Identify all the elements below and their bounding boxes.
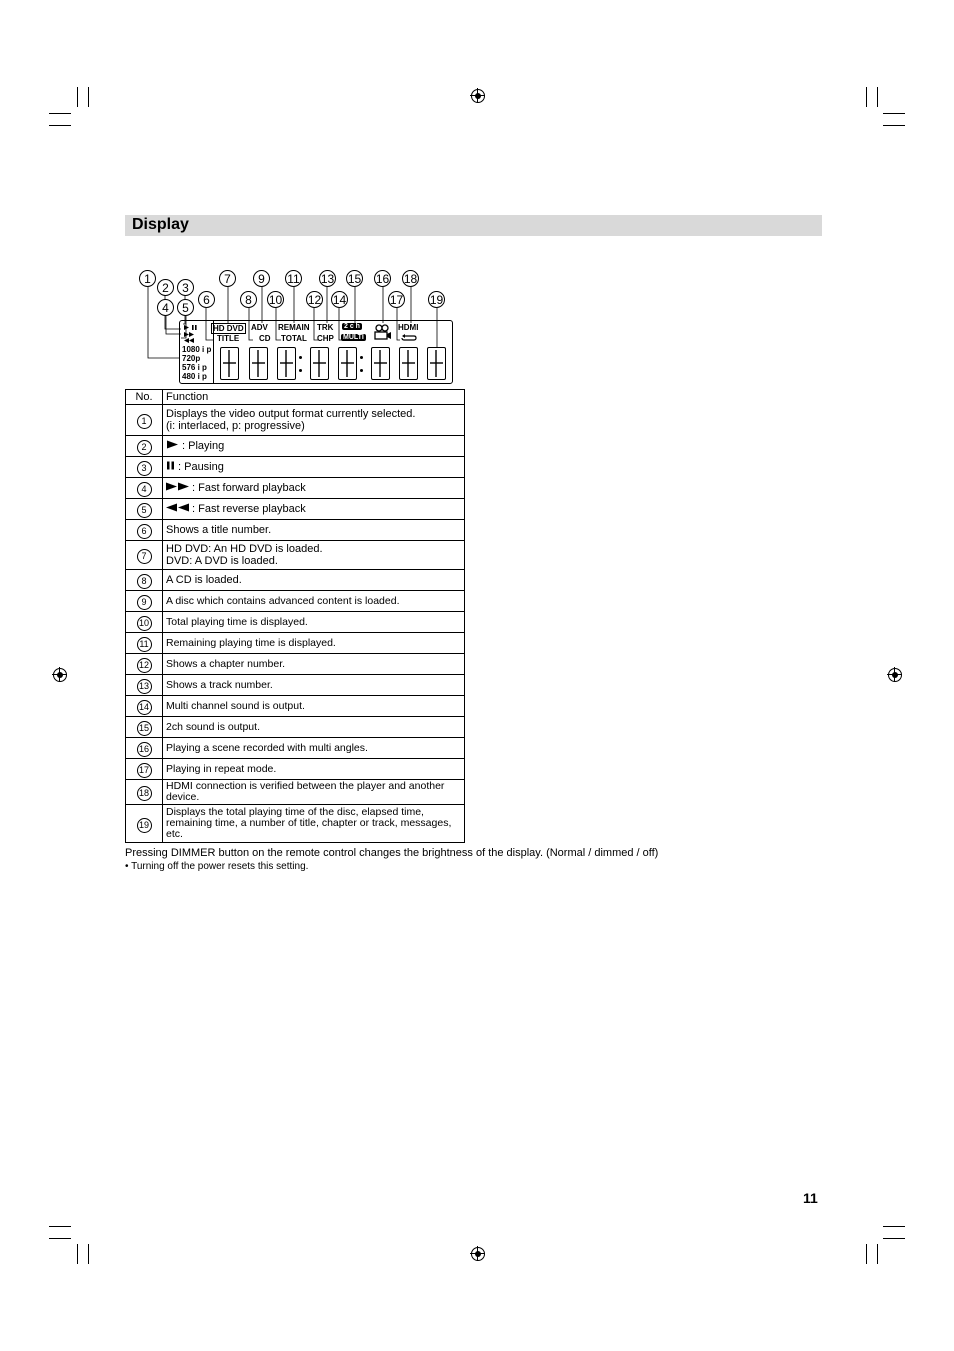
function-text: Multi channel sound is output.: [166, 699, 305, 712]
row-function-cell: [163, 457, 465, 478]
trk-indicator: TRK: [317, 323, 334, 332]
row-number-cell: [126, 805, 163, 843]
crop-mark: [49, 113, 71, 114]
function-text: Playing a scene recorded with multi angles.: [166, 741, 368, 754]
row-number-cell: [126, 457, 163, 478]
row-number-cell: [126, 499, 163, 520]
chp-indicator: CHP: [317, 334, 334, 343]
table-row: [126, 654, 465, 675]
crop-mark: [883, 125, 905, 126]
row-function-cell: [163, 738, 465, 759]
callout-number: 5: [177, 299, 194, 316]
callout-number: 15: [347, 272, 362, 286]
row-number-cell: [126, 570, 163, 591]
row-function-cell: [163, 675, 465, 696]
function-text: Displays the video output format currently selected.: [166, 408, 416, 420]
table-row: [126, 570, 465, 591]
row-number: 12: [137, 658, 152, 673]
function-text: Remaining playing time is displayed.: [166, 636, 336, 649]
callout-number: 3: [177, 279, 194, 296]
repeat-icon: [401, 334, 417, 342]
row-number-cell: [126, 738, 163, 759]
segment-digit: [277, 347, 296, 380]
function-text: Shows a chapter number.: [166, 657, 286, 670]
table-header-row: [126, 390, 465, 405]
resolution-720-label: 720p: [182, 354, 201, 363]
row-number-cell: [126, 675, 163, 696]
crop-mark: [877, 1244, 878, 1264]
table-row: [126, 541, 465, 570]
2ch-indicator: 2 c h: [344, 323, 360, 330]
header-no: No.: [126, 390, 163, 405]
crop-mark: [866, 1244, 867, 1264]
row-function-cell: [163, 717, 465, 738]
crop-mark: [883, 1226, 905, 1227]
table-row: [126, 520, 465, 541]
colon-separator: [299, 369, 302, 372]
registration-mark-icon: [471, 1247, 485, 1261]
resolution-480-label: 480 i p: [182, 372, 207, 381]
crop-mark: [77, 1244, 78, 1264]
callout-number: 14: [332, 293, 347, 307]
row-number: 5: [137, 503, 152, 518]
table-row: [126, 759, 465, 780]
table-row: [126, 717, 465, 738]
table-row: [126, 805, 465, 843]
table-row: [126, 738, 465, 759]
colon-separator: [360, 369, 363, 372]
function-text: HDMI connection is verified between the player and another device.: [166, 780, 445, 803]
callout-number: 9: [253, 270, 270, 287]
function-text: : Playing: [182, 440, 225, 452]
callout-number: 6: [198, 291, 215, 308]
play-icon: [166, 440, 180, 452]
function-text: : Fast forward playback: [192, 482, 306, 494]
row-function-cell: [163, 633, 465, 654]
row-number: 6: [137, 524, 152, 539]
table-row: [126, 478, 465, 499]
row-function-cell: [163, 499, 465, 520]
fast-reverse-icon: [166, 503, 190, 515]
row-number-cell: [126, 696, 163, 717]
crop-mark: [883, 113, 905, 114]
crop-mark: [49, 1226, 71, 1227]
row-number-cell: [126, 654, 163, 675]
row-number: 14: [137, 700, 152, 715]
row-number-cell: [126, 759, 163, 780]
row-number-cell: [126, 717, 163, 738]
row-function-cell: [163, 696, 465, 717]
callout-number: 8: [240, 291, 257, 308]
function-text: A disc which contains advanced content is loaded.: [166, 594, 400, 607]
segment-digit: [249, 347, 268, 380]
table-row: [126, 675, 465, 696]
hd-dvd-indicator: HD DVD: [213, 324, 244, 333]
registration-mark-icon: [471, 89, 485, 103]
callout-number: 13: [320, 272, 335, 286]
row-number: 4: [137, 482, 152, 497]
row-number: 13: [137, 679, 152, 694]
crop-mark: [877, 87, 878, 107]
segment-digit: [310, 347, 329, 380]
pause-icon: [166, 461, 176, 473]
total-indicator: TOTAL: [281, 334, 307, 343]
table-row: [126, 780, 465, 805]
colon-separator: [299, 356, 302, 359]
table-row: [126, 696, 465, 717]
row-number: 9: [137, 595, 152, 610]
registration-mark-icon: [53, 668, 67, 682]
crop-mark: [88, 1244, 89, 1264]
callout-number: 17: [389, 293, 404, 307]
row-function-cell: [163, 654, 465, 675]
callout-number: 7: [219, 270, 236, 287]
table-row: [126, 457, 465, 478]
crop-mark: [77, 87, 78, 107]
row-number: 11: [137, 637, 152, 652]
row-number: 8: [137, 574, 152, 589]
callout-number: 10: [268, 293, 283, 307]
hdmi-indicator: HDMI: [398, 323, 419, 332]
row-number: 7: [137, 549, 152, 564]
callout-number: 11: [285, 270, 302, 287]
row-number: 16: [137, 742, 152, 757]
resolution-1080-label: 1080 i p: [182, 345, 212, 354]
segment-digit: [371, 347, 390, 380]
row-function-cell: [163, 570, 465, 591]
function-text: Total playing time is displayed.: [166, 615, 308, 628]
row-number: 3: [137, 461, 152, 476]
fast-forward-icon: [166, 482, 190, 494]
table-row: [126, 436, 465, 457]
row-function-cell: [163, 478, 465, 499]
function-text: : Fast reverse playback: [192, 503, 306, 515]
section-title: Display: [132, 216, 189, 233]
row-number-cell: [126, 591, 163, 612]
front-display-diagram: [125, 262, 470, 388]
row-function-cell: [163, 759, 465, 780]
function-text: : Pausing: [178, 461, 224, 473]
table-row: [126, 499, 465, 520]
row-function-cell: [163, 436, 465, 457]
section-header: [125, 215, 822, 236]
row-function-cell: [163, 612, 465, 633]
callout-number: 12: [307, 293, 322, 307]
title-indicator: TITLE: [217, 334, 240, 343]
row-number: 10: [137, 616, 152, 631]
row-number-cell: [126, 405, 163, 436]
function-text: HD DVD: An HD DVD is loaded.: [166, 543, 323, 555]
function-text: Displays the total playing time of the disc, elapsed time, remaining time, a number of title, chapter or track, messages, etc.: [166, 806, 452, 840]
callout-number: 1: [139, 270, 156, 287]
callout-number: 2: [157, 279, 174, 296]
crop-mark: [49, 1238, 71, 1239]
segment-digit: [399, 347, 418, 380]
header-function: Function: [163, 390, 465, 405]
crop-mark: [88, 87, 89, 107]
crop-mark: [883, 1238, 905, 1239]
segment-digit: [338, 347, 357, 380]
remain-indicator: REMAIN: [278, 323, 310, 332]
row-function-cell: [163, 591, 465, 612]
row-number: 2: [137, 440, 152, 455]
multi-indicator: MULTI: [343, 334, 364, 341]
crop-mark: [866, 87, 867, 107]
row-number: 18: [137, 786, 152, 801]
function-text: Playing in repeat mode.: [166, 762, 277, 775]
resolution-indicators: [182, 345, 211, 381]
row-function-cell: [163, 541, 465, 570]
row-number: 1: [137, 414, 152, 429]
crop-mark: [49, 125, 71, 126]
row-function-cell: [163, 780, 465, 805]
function-text: DVD: A DVD is loaded.: [166, 555, 278, 567]
segment-digit: [427, 347, 446, 380]
row-number-cell: [126, 612, 163, 633]
row-function-cell: [163, 805, 465, 843]
callout-number: 18: [403, 272, 418, 286]
table-row: [126, 612, 465, 633]
row-number: 19: [137, 818, 152, 833]
resolution-576-label: 576 i p: [182, 363, 207, 372]
row-number: 17: [137, 763, 152, 778]
row-number-cell: [126, 780, 163, 805]
row-number-cell: [126, 436, 163, 457]
registration-mark-icon: [888, 668, 902, 682]
table-row: [126, 405, 465, 436]
transport-icons: [182, 323, 202, 343]
function-table: [125, 389, 465, 843]
page-number: 11: [803, 1190, 818, 1206]
callout-number: 19: [429, 293, 444, 307]
row-number-cell: [126, 478, 163, 499]
row-function-cell: [163, 405, 465, 436]
cd-indicator: CD: [259, 334, 271, 343]
row-number-cell: [126, 633, 163, 654]
row-number-cell: [126, 541, 163, 570]
colon-separator: [360, 356, 363, 359]
function-text: Shows a title number.: [166, 524, 272, 536]
dimmer-note: Pressing DIMMER button on the remote control changes the brightness of the display. (Normal / dimmed / off): [125, 847, 659, 859]
angle-camera-icon: [374, 324, 392, 340]
row-number-cell: [126, 520, 163, 541]
power-reset-note: • Turning off the power resets this setting.: [125, 861, 309, 872]
segment-digit: [220, 347, 239, 380]
function-text: Shows a track number.: [166, 678, 273, 691]
row-number: 15: [137, 721, 152, 736]
adv-indicator: ADV: [251, 323, 268, 332]
function-text: 2ch sound is output.: [166, 720, 260, 733]
callout-number: 16: [375, 272, 390, 286]
row-function-cell: [163, 520, 465, 541]
function-text: (i: interlaced, p: progressive): [166, 420, 305, 432]
callout-number: 4: [157, 299, 174, 316]
table-row: [126, 633, 465, 654]
display-panel: [179, 320, 453, 384]
function-text: A CD is loaded.: [166, 574, 242, 586]
table-row: [126, 591, 465, 612]
